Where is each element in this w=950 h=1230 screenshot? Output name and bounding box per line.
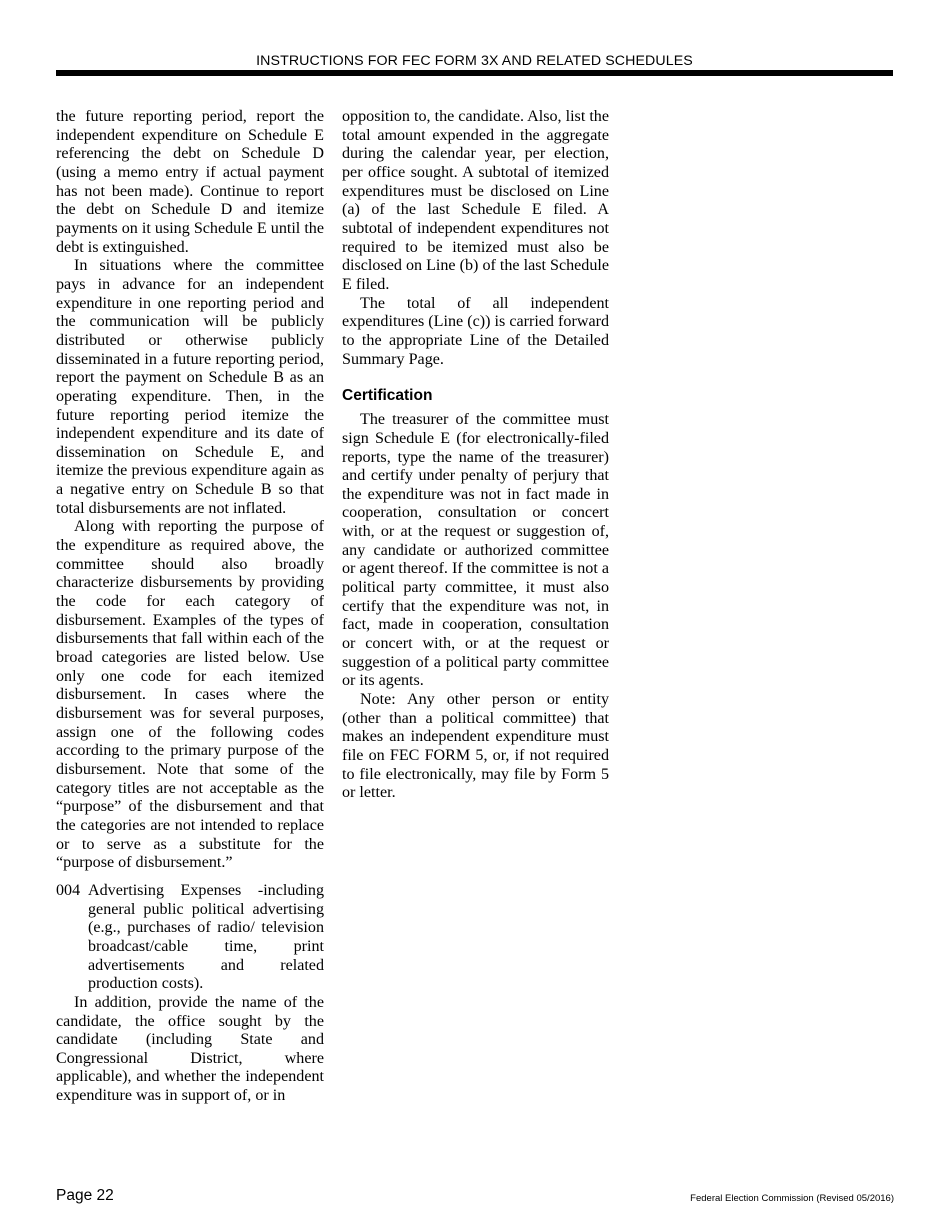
paragraph: the future reporting period, report the independent expenditure on Schedule E referencing the debt on Schedule D (using a memo entry if actual payment has not been made). Continue to report the debt on Schedule D and itemize payments on it using Schedule E until the debt is extinguished. — [56, 108, 324, 256]
paragraph: Along with reporting the purpose of the expenditure as required above, the committee should also broadly characterize disbursements by providing the code for each category of disbursement. Examples of the types of disbursements that fall within each of the broad categories are listed below. Use only one code for each itemized disbursement. In cases where the disbursement was for several purposes, assign one of the following codes according to the primary purpose of the disbursement. Note that some of the category titles are not acceptable as the “purpose” of the disbursement and that the categories are not intended to replace or to serve as a substitute for the “purpose of disbursement.” — [56, 518, 324, 872]
code-number: 004 — [56, 881, 81, 899]
section-heading: Certification — [342, 387, 433, 405]
header-rule — [56, 70, 893, 76]
code-description: Advertising Expenses -including general public political advertising (e.g., purchases of radio/ television broadcast/cable time, print advertisements and related production costs). — [88, 881, 324, 993]
code-list-item — [56, 882, 324, 994]
paragraph: Note: Any other person or entity (other than a political committee) that makes an independent expenditure must file on FEC FORM 5, or, if not required to file electronically, may file by Form 5 or letter. — [342, 691, 609, 802]
right-column — [342, 108, 609, 803]
paragraph: In situations where the committee pays in advance for an independent expenditure in one reporting period and the communication will be publicly distributed or otherwise publicly disseminated in a future reporting period, report the payment on Schedule B as an operating expenditure. Then, in the future reporting period itemize the independent expenditure and its date of dissemination on Schedule E, and itemize the previous expenditure again as a negative entry on Schedule B so that total disbursements are not inflated. — [56, 257, 324, 517]
page-header: INSTRUCTIONS FOR FEC FORM 3X AND RELATED SCHEDULES — [256, 53, 693, 69]
page-number: Page 22 — [56, 1187, 114, 1204]
left-column — [56, 108, 324, 1106]
paragraph: The total of all independent expenditures (Line (c)) is carried forward to the appropriate Line of the Detailed Summary Page. — [342, 294, 609, 368]
publisher-note: Federal Election Commission (Revised 05/2016) — [690, 1193, 894, 1204]
paragraph: The treasurer of the committee must sign Schedule E (for electronically-filed reports, type the name of the treasurer) and certify under penalty of perjury that the expenditure was not in fact made in cooperation, consultation or concert with, or at the request or suggestion of, any candidate or authorized committee or agent thereof. If the committee is not a political party committee, it must also certify that the expenditure was not, in fact, made in cooperation, consultation or concert with, or at the request or suggestion of a political party committee or its agents. — [342, 411, 609, 690]
paragraph: In addition, provide the name of the candidate, the office sought by the candidate (including State and Congressional District, where applicable), and whether the independent expenditure was in support of, or in — [56, 993, 324, 1105]
paragraph: opposition to, the candidate. Also, list the total amount expended in the aggregate during the calendar year, per election, per office sought. A subtotal of itemized expenditures must be disclosed on Line (a) of the last Schedule E filed. A subtotal of independent expenditures not required to be itemized must also be disclosed on Line (b) of the last Schedule E filed. — [342, 108, 609, 293]
